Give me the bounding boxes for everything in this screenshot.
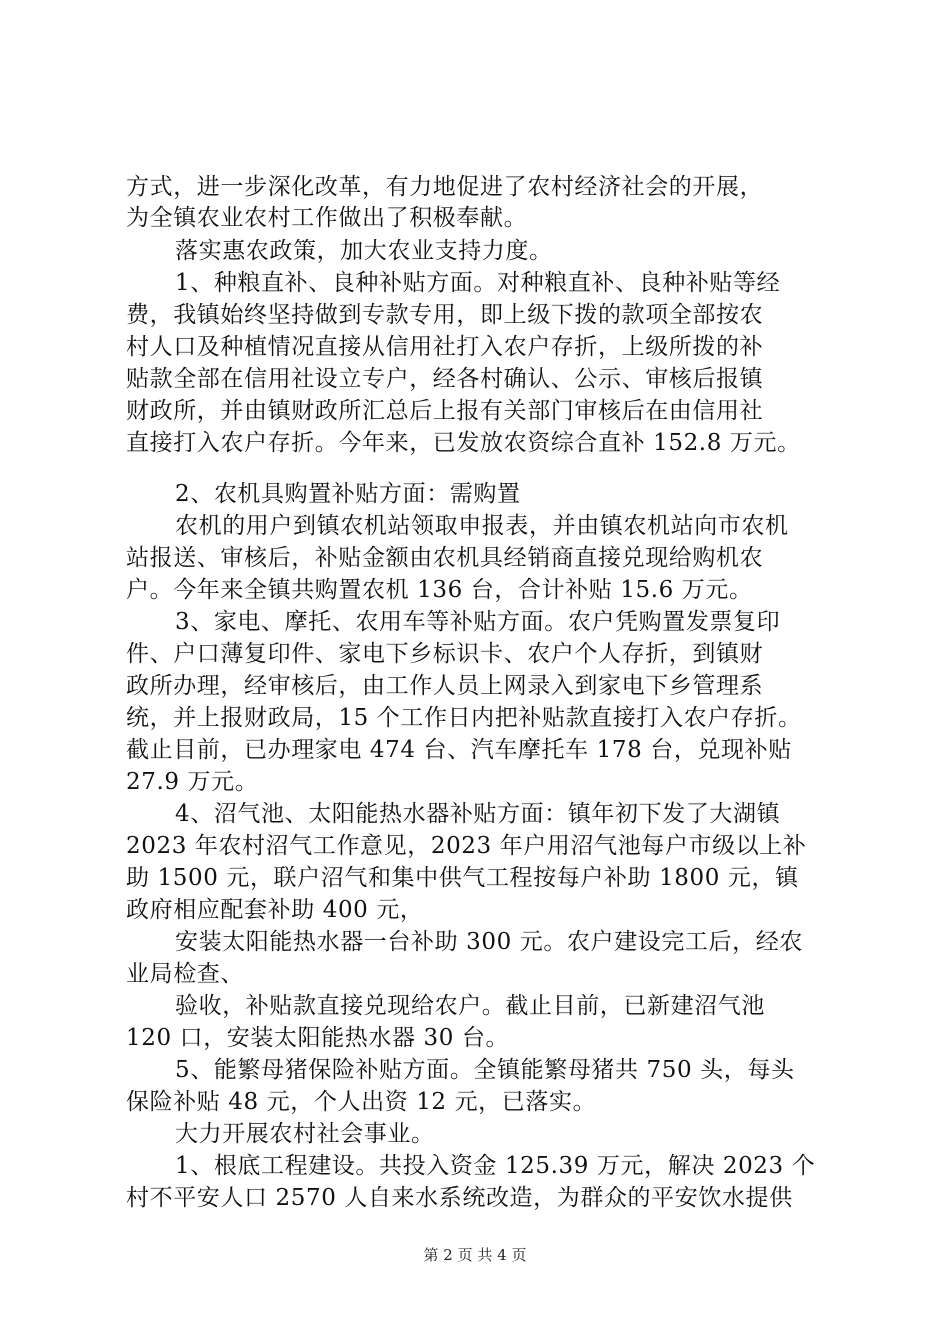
page-footer: 第 2 页 共 4 页 — [423, 1246, 527, 1264]
text-line: 120 口，安装太阳能热水器 30 台。 — [126, 1025, 510, 1051]
text-line: 1、根底工程建设。共投入资金 125.39 万元，解决 2023 个 — [175, 1153, 816, 1179]
text-line: 3、家电、摩托、农用车等补贴方面。农户凭购置发票复印 — [175, 609, 781, 635]
text-line: 村不平安人口 2570 人自来水系统改造，为群众的平安饮水提供 — [126, 1185, 793, 1211]
text-line: 费，我镇始终坚持做到专款专用，即上级下拨的款项全部按农 — [126, 302, 764, 328]
text-line: 1、种粮直补、良种补贴方面。对种粮直补、良种补贴等经 — [175, 270, 781, 296]
text-line: 业局检查、 — [126, 961, 244, 987]
text-line: 农机的用户到镇农机站领取申报表，并由镇农机站向市农机 — [175, 513, 789, 539]
text-line: 安装太阳能热水器一台补助 300 元。农户建设完工后，经农 — [175, 929, 803, 955]
section-heading: 大力开展农村社会事业。 — [175, 1121, 435, 1147]
text-line: 财政所，并由镇财政所汇总后上报有关部门审核后在由信用社 — [126, 398, 764, 424]
text-line: 27.9 万元。 — [126, 769, 259, 795]
text-line: 2、农机具购置补贴方面：需购置 — [175, 481, 521, 507]
text-line: 件、户口薄复印件、家电下乡标识卡、农户个人存折，到镇财 — [126, 641, 764, 667]
text-line: 方式，进一步深化改革，有力地促进了农村经济社会的开展， — [126, 174, 764, 200]
text-line: 政所办理，经审核后，由工作人员上网录入到家电下乡管理系 — [126, 673, 764, 699]
text-line: 站报送、审核后，补贴金额由农机具经销商直接兑现给购机农 — [126, 545, 764, 571]
text-line: 直接打入农户存折。今年来，已发放农资综合直补 152.8 万元。 — [126, 430, 801, 456]
text-line: 保险补贴 48 元，个人出资 12 元，已落实。 — [126, 1089, 597, 1115]
text-line: 政府相应配套补助 400 元， — [126, 897, 424, 923]
text-line: 村人口及种植情况直接从信用社打入农户存折，上级所拨的补 — [126, 334, 764, 360]
text-line: 2023 年农村沼气工作意见，2023 年户用沼气池每户市级以上补 — [126, 833, 807, 859]
text-line: 截止目前，已办理家电 474 台、汽车摩托车 178 台，兑现补贴 — [126, 737, 792, 763]
text-line: 为全镇农业农村工作做出了积极奉献。 — [126, 205, 528, 231]
text-line: 验收，补贴款直接兑现给农户。截止目前，已新建沼气池 — [175, 993, 765, 1019]
text-line: 5、能繁母猪保险补贴方面。全镇能繁母猪共 750 头，每头 — [175, 1057, 795, 1083]
text-line: 助 1500 元，联户沼气和集中供气工程按每户补助 1800 元，镇 — [126, 865, 799, 891]
text-line: 户。今年来全镇共购置农机 136 台，合计补贴 15.6 万元。 — [126, 577, 753, 603]
text-line: 贴款全部在信用社设立专户，经各村确认、公示、审核后报镇 — [126, 366, 764, 392]
text-line: 4、沼气池、太阳能热水器补贴方面：镇年初下发了大湖镇 — [175, 801, 781, 827]
text-line: 统，并上报财政局，15 个工作日内把补贴款直接打入农户存折。 — [126, 705, 802, 731]
section-heading: 落实惠农政策，加大农业支持力度。 — [175, 238, 553, 264]
